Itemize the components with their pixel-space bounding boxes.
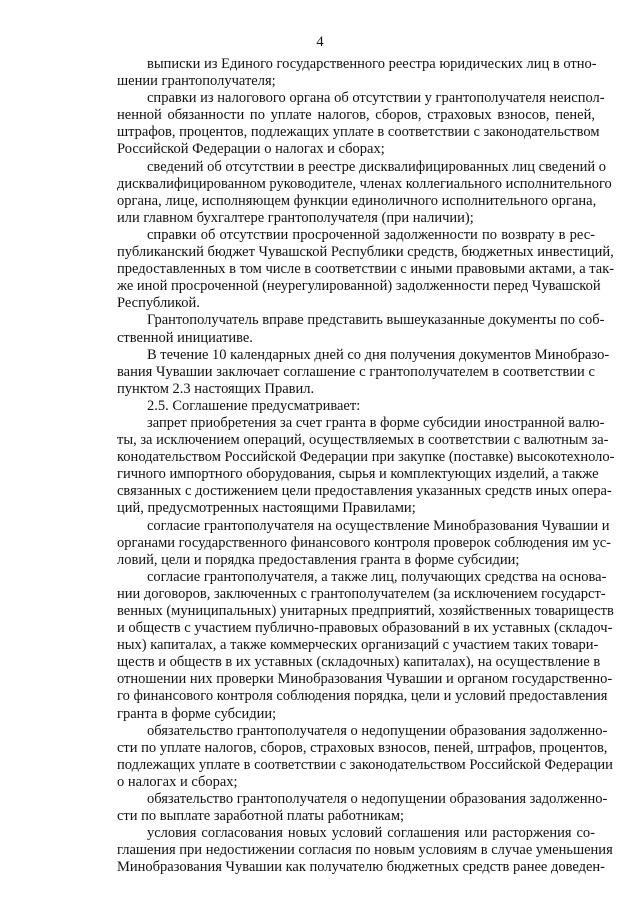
text-line: дисквалифицированном руководителе, членах коллегиального исполнительного bbox=[117, 175, 612, 192]
text-line: органами государственного финансового контроля проверок соблюдения им ус- bbox=[117, 534, 611, 551]
paragraph bbox=[117, 226, 615, 312]
paragraph bbox=[117, 158, 612, 227]
text-line: запрет приобретения за счет гранта в форме субсидии иностранной валю- bbox=[147, 414, 605, 431]
text-line: сти по уплате налогов, сборов, страховых взносов, пеней, штрафов, процентов, bbox=[117, 739, 608, 756]
paragraph bbox=[117, 414, 615, 518]
text-line: нии договоров, заключенных с грантополучателем (за исключением государст- bbox=[117, 585, 606, 602]
text-line: сведений об отсутствии в реестре дисквалифицированных лиц сведений о bbox=[147, 158, 606, 175]
text-line: ций, предусмотренных настоящими Правилами; bbox=[117, 500, 416, 517]
text-line: согласие грантополучателя, а также лиц, получающих средства на основа- bbox=[147, 568, 607, 585]
text-line: Минобразования Чувашии как получателю бюджетных средств ранее доведен- bbox=[117, 859, 606, 876]
text-line: условия согласования новых условий соглашения или расторжения со- bbox=[147, 825, 595, 842]
text-line: или главном бухгалтере грантополучателя (при наличии); bbox=[117, 209, 474, 226]
text-line: ственной инициативе. bbox=[117, 329, 253, 346]
text-line: сти по выплате заработной платы работникам; bbox=[117, 808, 405, 825]
text-line: и обществ с участием публично-правовых образований в их уставных (складоч- bbox=[117, 620, 613, 637]
paragraph bbox=[117, 346, 610, 398]
paragraph bbox=[117, 90, 605, 158]
text-line: ловий, цели и порядка предоставления гранта в форме субсидии; bbox=[117, 551, 520, 568]
text-line: Республикой. bbox=[117, 295, 200, 312]
text-line: Российской Федерации о налогах и сборах; bbox=[117, 141, 385, 158]
text-line: справки из налогового органа об отсутствии у грантополучателя неиспол- bbox=[147, 90, 605, 107]
paragraph bbox=[117, 312, 605, 346]
text-line: В течение 10 календарных дней со дня получения документов Минобразо- bbox=[147, 346, 610, 363]
paragraph bbox=[117, 722, 613, 791]
text-line: Грантополучатель вправе представить вышеуказанные документы по соб- bbox=[147, 312, 605, 329]
text-line: ты, за исключением операций, осуществляемых в соответствии с валютным за- bbox=[117, 432, 609, 449]
text-line: связанных с достижением цели предоставления указанных средств иных опера- bbox=[117, 483, 612, 500]
text-line: же иной просроченной (неурегулированной) задолженности перед Чувашской bbox=[117, 278, 601, 295]
text-line: венных (муниципальных) унитарных предприятий, хозяйственных товариществ bbox=[117, 603, 614, 619]
text-line: органа, лице, исполняющем функции единоличного исполнительного органа, bbox=[117, 192, 597, 209]
text-line: вания Чувашии заключает соглашение с грантополучателем в соответствии с bbox=[117, 363, 595, 380]
paragraph bbox=[117, 398, 595, 415]
text-line: гранта в форме субсидии; bbox=[117, 705, 277, 722]
paragraph bbox=[117, 791, 608, 825]
text-line: выписки из Единого государственного реестра юридических лиц в отно- bbox=[147, 56, 597, 72]
text-line: публиканский бюджет Чувашской Республики средств, бюджетных инвестиций, bbox=[117, 244, 614, 261]
text-line: о налогах и сборах; bbox=[117, 773, 238, 790]
document-body bbox=[117, 56, 615, 877]
paragraph bbox=[117, 568, 614, 723]
paragraph bbox=[117, 825, 613, 876]
text-line: ненной обязанности по уплате налогов, сборов, страховых взносов, пеней, bbox=[117, 107, 595, 124]
text-line: подлежащих уплате в соответствии с законодательством Российской Федерации bbox=[117, 756, 613, 773]
text-line: 2.5. Соглашение предусматривает: bbox=[147, 397, 361, 414]
text-line: конодательством Российской Федерации при закупке (поставке) высокотехноло- bbox=[117, 449, 615, 466]
page-number: 4 bbox=[316, 34, 324, 50]
text-line: го финансового контроля соблюдения порядка, цели и условий предоставления bbox=[117, 688, 608, 705]
text-line: штрафов, процентов, подлежащих уплате в соответствии с законодательством bbox=[117, 124, 600, 141]
text-line: ществ и обществ в их уставных (складочных) капиталах), на осуществление в bbox=[117, 654, 601, 671]
text-line: предоставленных в том числе в соответствии с иными правовыми актами, а так- bbox=[117, 261, 615, 278]
text-line: гичного импортного оборудования, сырья и комплектующих изделий, а также bbox=[117, 466, 599, 483]
text-line: обязательство грантополучателя о недопущении образования задолженно- bbox=[147, 791, 608, 808]
text-line: отношении них проверки Минобразования Чувашии и органом государственно- bbox=[117, 671, 613, 688]
text-line: ных) капиталах, а также коммерческих организаций с участием таких товари- bbox=[117, 637, 599, 654]
text-line: справки об отсутствии просроченной задолженности по возврату в рес- bbox=[147, 226, 595, 243]
paragraph bbox=[117, 517, 611, 569]
text-line: обязательство грантополучателя о недопущении образования задолженно- bbox=[147, 722, 608, 739]
text-line: шении грантополучателя; bbox=[117, 73, 276, 90]
text-line: глашения при недостижении согласия по новым условиям в случае уменьшения bbox=[117, 842, 613, 859]
text-line: пунктом 2.3 настоящих Правил. bbox=[117, 380, 315, 397]
text-line: согласие грантополучателя на осуществление Минобразования Чувашии и bbox=[147, 517, 610, 534]
paragraph bbox=[117, 56, 595, 90]
